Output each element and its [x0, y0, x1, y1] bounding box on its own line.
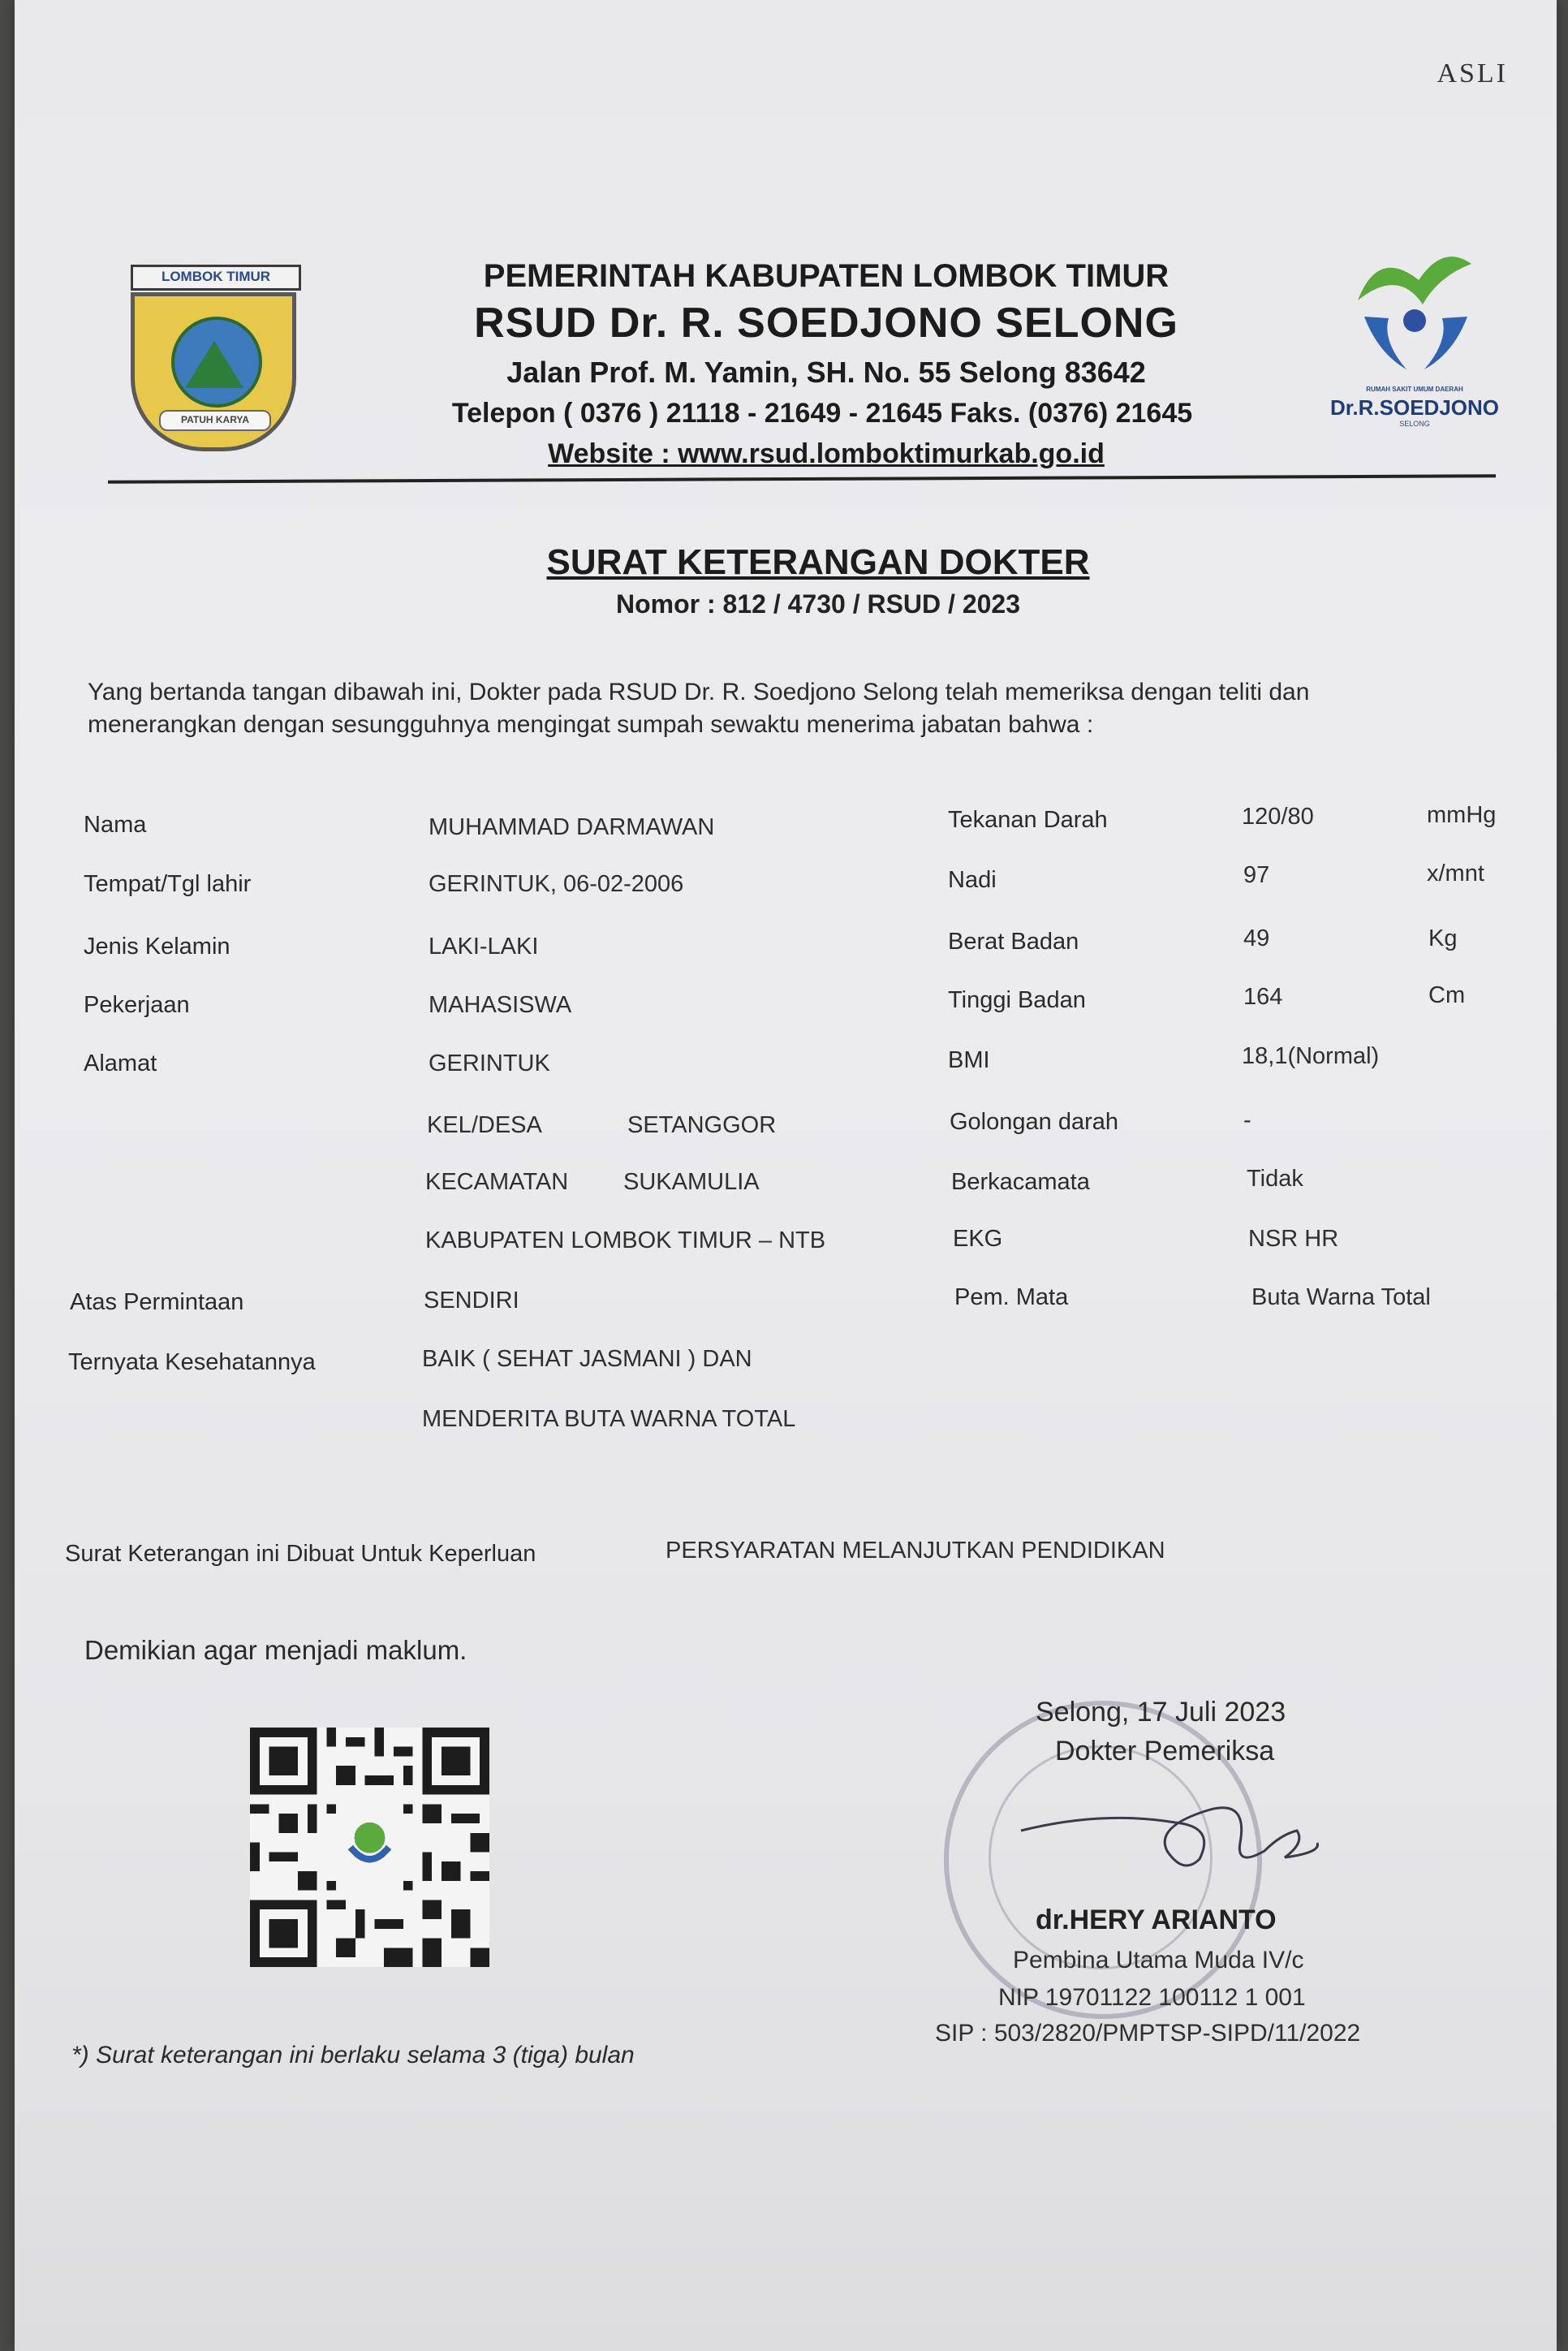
asli-stamp: ASLI	[1437, 58, 1508, 88]
kabupaten-value: KABUPATEN LOMBOK TIMUR – NTB	[425, 1227, 826, 1253]
signature-icon	[1005, 1754, 1346, 1883]
keperluan-value: PERSYARATAN MELANJUTKAN PENDIDIKAN	[666, 1538, 1165, 1564]
doctor-name: dr.HERY ARIANTO	[1036, 1905, 1277, 1935]
validity-footnote: *) Surat keterangan ini berlaku selama 3 (tiga) bulan	[71, 2042, 635, 2068]
kel-desa-label: KEL/DESA	[427, 1112, 542, 1138]
golongan-darah-value: -	[1243, 1107, 1251, 1133]
kesehatan-value-1: BAIK ( SEHAT JASMANI ) DAN	[422, 1346, 752, 1372]
kesehatan-label: Ternyata Kesehatannya	[68, 1349, 316, 1375]
document-title: SURAT KETERANGAN DOKTER	[546, 542, 1090, 582]
hospital-logo-name: Dr.R.SOEDJONO	[1329, 395, 1500, 420]
document-number: Nomor : 812 / 4730 / RSUD / 2023	[616, 589, 1020, 619]
berkacamata-value: Tidak	[1247, 1166, 1303, 1192]
pekerjaan-value: MAHASISWA	[429, 992, 572, 1018]
pemeriksaan-mata-value: Buta Warna Total	[1251, 1284, 1431, 1310]
kecamatan-label: KECAMATAN	[425, 1169, 569, 1195]
doctor-sip: SIP : 503/2820/PMPTSP-SIPD/11/2022	[935, 2020, 1361, 2047]
pemeriksaan-mata-label: Pem. Mata	[954, 1284, 1069, 1310]
golongan-darah-label: Golongan darah	[950, 1109, 1118, 1135]
berat-badan-unit: Kg	[1428, 925, 1458, 951]
hospital-logo-caption: RUMAH SAKIT UMUM DAERAH	[1366, 386, 1463, 393]
header-phone: Telepon ( 0376 ) 21118 - 21649 - 21645 Faks. (0376) 21645	[451, 398, 1193, 429]
crest-shield	[131, 292, 296, 451]
crest-ribbon-text: PATUH KARYA	[159, 410, 271, 431]
signature-role: Dokter Pemeriksa	[1055, 1736, 1275, 1766]
intro-line-2: menerangkan dengan sesungguhnya mengingat sumpah sewaktu menerima jabatan bahwa :	[88, 711, 1094, 738]
bmi-value: 18,1(Normal)	[1242, 1043, 1380, 1069]
kecamatan-value: SUKAMULIA	[623, 1169, 760, 1195]
header-government: PEMERINTAH KABUPATEN LOMBOK TIMUR	[483, 258, 1170, 294]
doctor-nip: NIP 19701122 100112 1 001	[998, 1984, 1306, 2011]
tinggi-badan-label: Tinggi Badan	[948, 987, 1086, 1013]
berat-badan-label: Berat Badan	[948, 929, 1079, 955]
crest-band-text: LOMBOK TIMUR	[131, 265, 301, 291]
letterhead-divider	[108, 474, 1496, 483]
berkacamata-label: Berkacamata	[951, 1169, 1090, 1195]
berat-badan-value: 49	[1243, 925, 1270, 951]
nadi-value: 97	[1243, 862, 1270, 888]
nadi-label: Nadi	[948, 867, 997, 893]
header-website: Website : www.rsud.lomboktimurkab.go.id	[548, 438, 1105, 469]
document-sheet	[15, 0, 1557, 2351]
alamat-value: GERINTUK	[429, 1050, 550, 1076]
alamat-label: Alamat	[84, 1050, 157, 1076]
pekerjaan-label: Pekerjaan	[84, 992, 190, 1018]
tinggi-badan-value: 164	[1243, 984, 1283, 1010]
keperluan-label: Surat Keterangan ini Dibuat Untuk Keperluan	[65, 1541, 536, 1567]
header-address: Jalan Prof. M. Yamin, SH. No. 55 Selong 83642	[506, 356, 1146, 389]
ttl-value: GERINTUK, 06-02-2006	[429, 871, 684, 897]
crest-mountain-icon	[185, 341, 243, 388]
nadi-unit: x/mnt	[1427, 861, 1484, 886]
regency-crest-logo	[124, 258, 303, 459]
hospital-logo-sub: SELONG	[1399, 420, 1430, 428]
nama-value: MUHAMMAD DARMAWAN	[429, 814, 715, 840]
hospital-logo-mark-icon	[1301, 244, 1528, 386]
ekg-label: EKG	[953, 1226, 1003, 1252]
qr-code-icon	[250, 1728, 489, 1967]
permintaan-value: SENDIRI	[424, 1288, 519, 1314]
tekanan-darah-value: 120/80	[1242, 804, 1314, 830]
bmi-label: BMI	[948, 1047, 990, 1073]
ttl-label: Tempat/Tgl lahir	[84, 871, 252, 897]
tinggi-badan-unit: Cm	[1428, 982, 1466, 1008]
tekanan-darah-unit: mmHg	[1427, 802, 1497, 828]
kesehatan-value-2: MENDERITA BUTA WARNA TOTAL	[422, 1406, 796, 1432]
closing-statement: Demikian agar menjadi maklum.	[84, 1635, 467, 1665]
ekg-value: NSR HR	[1248, 1226, 1339, 1252]
jenis-kelamin-label: Jenis Kelamin	[84, 934, 230, 960]
header-hospital-name: RSUD Dr. R. SOEDJONO SELONG	[474, 300, 1178, 347]
jenis-kelamin-value: LAKI-LAKI	[429, 934, 539, 960]
signature-place-date: Selong, 17 Juli 2023	[1036, 1697, 1286, 1728]
tekanan-darah-label: Tekanan Darah	[948, 807, 1108, 833]
doctor-rank: Pembina Utama Muda IV/c	[1013, 1947, 1304, 1974]
intro-line-1: Yang bertanda tangan dibawah ini, Dokter pada RSUD Dr. R. Soedjono Selong telah memeriksa dengan teliti dan	[88, 679, 1310, 705]
hospital-logo	[1301, 244, 1528, 438]
permintaan-label: Atas Permintaan	[70, 1289, 244, 1315]
nama-label: Nama	[84, 812, 147, 838]
kel-desa-value: SETANGGOR	[627, 1112, 777, 1138]
